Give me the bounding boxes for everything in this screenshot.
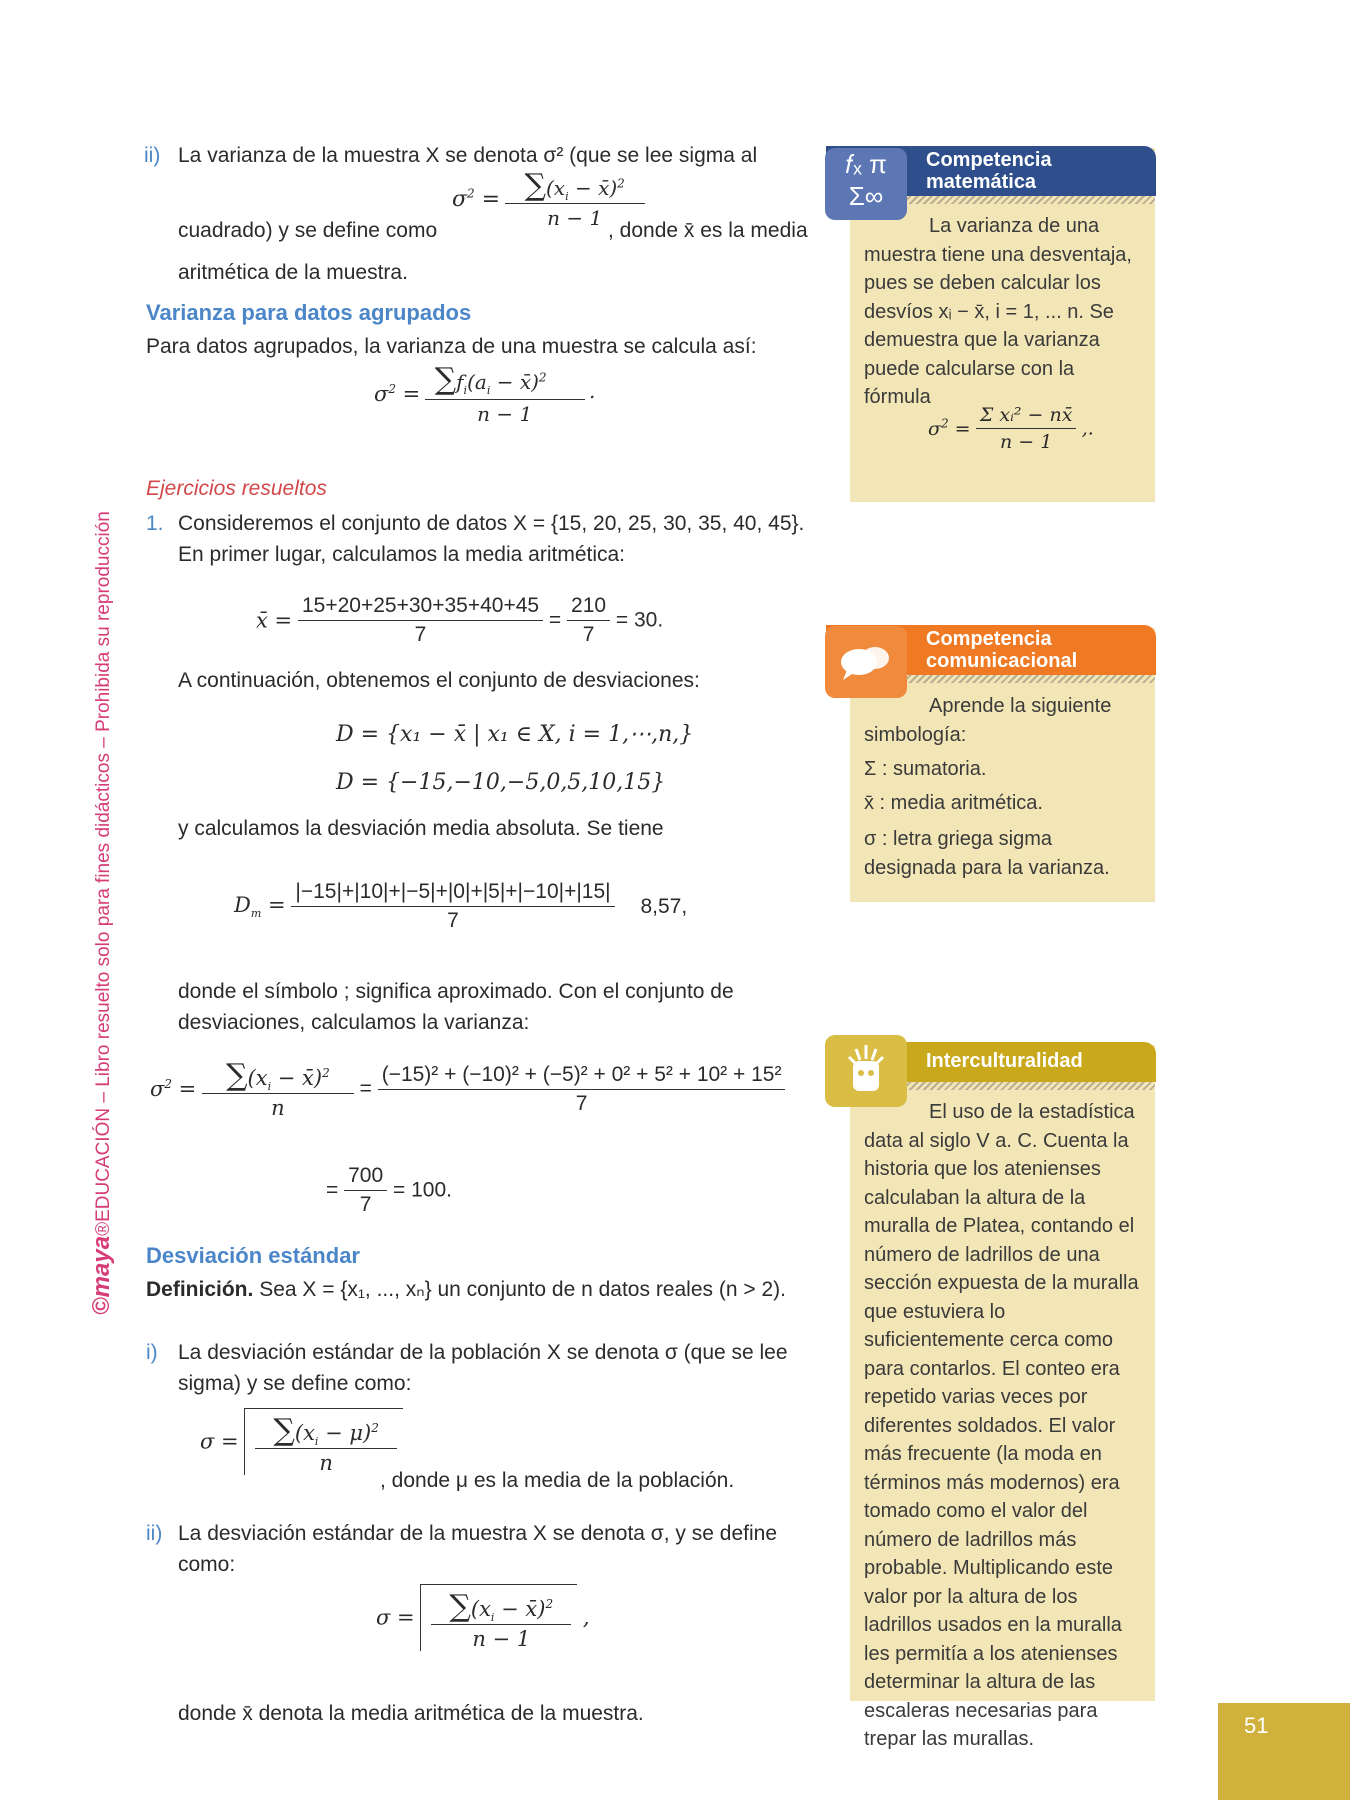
deviation-set-def: D = {x₁ − x̄ | x₁ ∈ X, i = 1,⋯,n,}: [336, 722, 694, 747]
std-ii-line1: La desviación estándar de la muestra X se denota σ, y se define: [178, 1522, 777, 1545]
deviation-set-values: D = {−15,−10,−5,0,5,10,15}: [336, 770, 666, 795]
exercise-line6: desviaciones, calculamos la varianza:: [178, 1011, 530, 1034]
std-i-after: , donde μ es la media de la población.: [380, 1469, 735, 1492]
math-symbols-icon: 𝑓ₓ π Σ∞: [825, 148, 907, 220]
grouped-intro: Para datos agrupados, la varianza de una muestra se calcula así:: [146, 335, 757, 358]
culture-mask-icon: [825, 1035, 907, 1107]
box1-formula: $\sigma^2$ = $\frac{\text{Σ xᵢ² − nx̄}}{n - 1}$ ,.: [928, 404, 1094, 453]
box1-title: Competencia matemática: [926, 149, 1052, 193]
exercise-line1: Consideremos el conjunto de datos X = {15, 20, 25, 30, 35, 40, 45}.: [178, 512, 805, 535]
box2-item-mean: x̄ : media aritmética.: [864, 792, 1043, 814]
box2-item-sigma: σ : letra griega sigma designada para la varianza.: [864, 828, 1110, 879]
variance-line2b: , donde x̄ es la media: [608, 219, 808, 242]
item-ii-label: ii): [144, 144, 161, 167]
grouped-heading: Varianza para datos agrupados: [146, 300, 472, 325]
std-i-label: i): [146, 1341, 158, 1364]
variance-calc-result: = $\frac{700}{7}$ = 100.: [326, 1164, 452, 1216]
box3-text: El uso de la estadística data al siglo V a. C. Cuenta la historia que los atenienses calculaban la altura de la muralla de Platea, contando el número de ladrillos de una sección expuesta de la muralla que estuviera lo suficientemente cerca como para contarlos. El conteo era repetido varias veces por diferentes soldados. El valor más frecuente (la moda en términos más modernos) era tomado como el valor del número de ladrillos más probable. Multiplicando este valor por la altura de los ladrillos usados en la muralla les permitía a los atenienses determinar la altura de las escaleras necesarias para trepar las murallas.: [864, 1101, 1139, 1750]
variance-calc-formula: $\sigma^2$ = $\frac{\sum(x_i - x̄)^2}{n}$ = $\frac{\text{(−15)² + (−10)² + (−5)² + 0² + 5² + 10² + 15²}}{7}$: [150, 1058, 785, 1120]
side-text-tail: ®EDUCACIÓN – Libro resuelto solo para fines didácticos – Prohibida su reproducción: [93, 511, 114, 1236]
brand-logo: ©maya: [88, 1235, 115, 1315]
exercises-heading: Ejercicios resueltos: [146, 477, 327, 500]
std-ii-line2: como:: [178, 1553, 236, 1576]
variance-line1: La varianza de la muestra X se denota σ² (que se lee sigma al: [178, 144, 758, 167]
box3-title: Interculturalidad: [926, 1050, 1083, 1072]
grouped-variance-formula: $\sigma^2$ = $\frac{\sum f_i(a_i - x̄)^2}{n - 1}$ .: [374, 362, 596, 426]
sample-std-formula: σ = $\frac{\sum(x_i - x̄)^2}{n - 1}$ ,: [376, 1584, 590, 1651]
std-i-line1: La desviación estándar de la población X se denota σ (que se lee: [178, 1341, 788, 1364]
variance-line2a: cuadrado) y se define como: [178, 219, 438, 242]
variance-line3: aritmética de la muestra.: [178, 261, 408, 284]
std-definition: Definición. Sea X = {x₁, ..., xₙ} un conjunto de n datos reales (n > 2).: [146, 1278, 786, 1301]
box3-hatch: [895, 1082, 1155, 1090]
box2-intro: Aprende la siguiente simbología:: [864, 695, 1112, 746]
copyright-side-text: [88, 485, 120, 1315]
box2-title: Competencia comunicacional: [926, 628, 1078, 672]
mean-deviation-formula: $D_m$ = $\frac{|-15|+|10|+|-5|+|0|+|5|+|-10|+|15|}{7}$ 8,57,: [234, 880, 688, 932]
page-number-tab: [1218, 1703, 1350, 1800]
mean-formula: x̄ = $\frac{15+20+25+30+35+40+45}{7}$ = $\frac{210}{7}$ = 30.: [256, 594, 664, 646]
box2-hatch: [895, 675, 1155, 683]
exercise-line3: A continuación, obtenemos el conjunto de desviaciones:: [178, 669, 700, 692]
population-std-formula: σ = $\frac{\sum(x_i - \mu)^2}{n}$: [200, 1408, 403, 1475]
box2-item-sum: Σ : sumatoria.: [864, 758, 987, 780]
exercise-line5: donde el símbolo ; significa aproximado. Con el conjunto de: [178, 980, 734, 1003]
exercise-line2: En primer lugar, calculamos la media aritmética:: [178, 543, 626, 566]
std-heading: Desviación estándar: [146, 1243, 360, 1268]
exercise-line4: y calculamos la desviación media absoluta. Se tiene: [178, 817, 664, 840]
std-ii-label: ii): [146, 1522, 163, 1545]
std-i-line2: sigma) y se define como:: [178, 1372, 412, 1395]
box1-hatch: [895, 196, 1155, 204]
page-number: 51: [1244, 1713, 1269, 1738]
sample-variance-formula: $\sigma^2$ = $\frac{\sum(x_i - x̄)^2}{n - 1}$: [452, 168, 645, 230]
box1-text: La varianza de una muestra tiene una desventaja, pues se deben calcular los desvíos xᵢ − x̄, i = 1, ... n. Se demuestra que la varianza puede calcularse con la fórmula: [864, 215, 1132, 408]
exercise-number: 1.: [146, 512, 164, 535]
speech-bubbles-icon: [825, 626, 907, 698]
std-final: donde x̄ denota la media aritmética de la muestra.: [178, 1702, 644, 1725]
